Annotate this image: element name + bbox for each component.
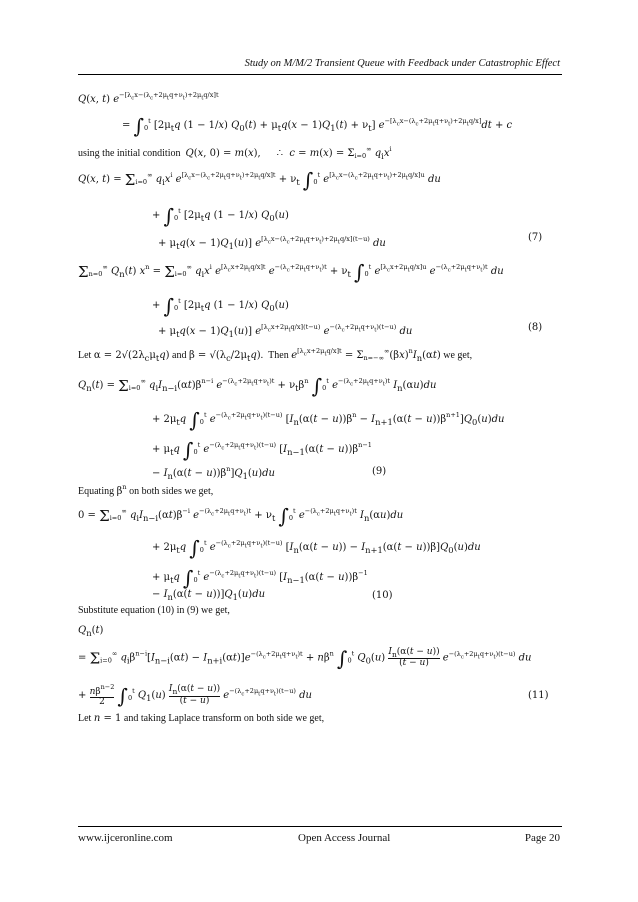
eq-line-14: − $I_n(\alpha(t - u))\beta^n]Q_1(u)du$ — [152, 465, 275, 481]
eq-line-12: + $2\mu_tq$ $\int_0^t$ $e^{-(\lambda_c+2\mu_tq+\nu_t)(t-u)}$ $[I_n(\alpha(t - u))\beta^n - I_{n+1}(\alpha(t - u))\beta^{n+1}]Q_0(u)du$ — [152, 408, 505, 432]
eq-line-9: + $\mu_tq(x - 1)Q_1(u)$] $e^{[\lambda_cx+2\mu_tq/x](t-u)}$ $e^{-(\lambda_c+2\mu_tq+\nu_t)(t-u)}$ du — [158, 323, 413, 339]
eq-line-21: $Q_n(t)$ — [78, 625, 104, 638]
eq-line-8: + $\int_0^t$ [$2\mu_tq$ (1 − 1/x) $Q_0(u)$ — [152, 294, 289, 318]
text-let-n-1: Let n = 1 and taking Laplace transform on both side we get, — [78, 713, 325, 724]
footer-website[interactable]: www.ijceronline.com — [78, 832, 173, 844]
text-equating: Equating $\beta^n$ on both sides we get, — [78, 483, 214, 497]
equation-number-7: (7) — [528, 232, 543, 243]
eq-line-18: + $\mu_tq$ $\int_0^t$ $e^{-(\lambda_c+2\mu_tq+\nu_t)(t-u)}$ [$I_{n-1}(\alpha(t - u))\beta^{-1}$ — [152, 566, 368, 590]
eq-line-2: = $\int_0^t$ [$2\mu_tq$ (1 − 1/x) $Q_0(t) + \mu_tq(x - 1)Q_1(t) + \nu_t$] $e^{-[\lambda_cx-(\lambda_c+2\mu_tq+\nu_t)+2\mu_tq/x]}dt + c$ — [122, 114, 513, 138]
text-initial-condition: using the initial condition Q(x, 0) = m(x), ∴ $c = m(x) = \Sigma_{i=0}^\infty$ $q_ix^i$ — [78, 145, 392, 161]
footer-rule — [78, 826, 562, 827]
header-rule — [78, 74, 562, 75]
eq-line-13: + $\mu_tq$ $\int_0^t$ $e^{-(\lambda_c+2\mu_tq+\nu_t)(t-u)}$ [$I_{n-1}(\alpha(t - u))\beta^{n-1}$ — [152, 438, 372, 462]
eq-line-22: = $\Sigma_{i=0}^\infty$ $q_i\beta^{n-i}[I_{n-i}(\alpha t) - I_{n+i}(\alpha t)]e^{-(\lambda_c+2\mu_tq+\nu_t)t} + n\beta^n$ $\int_0^t$ $Q_0(u)$ $\frac{I_n(\alpha(t - u))}{(t - u)}$ $e^{-(\lambda_c+2\mu_tq+\nu_t)(t-u)}$ du — [78, 646, 532, 671]
eq-line-16: $0 = \Sigma_{i=0}^\infty$ $q_iI_{n-i}(\alpha t)\beta^{-i}$ $e^{-(\lambda_c+2\mu_tq+\nu_t)t} + \nu_t$ $\int_0^t$ $e^{-(\lambda_c+2\mu_tq+\nu_t)t}$ $I_n(\alpha u)du$ — [78, 504, 404, 528]
eq-line-23: + $n\beta^{n-2}$ 2 $\int_0^t$ $Q_1(u)$ $\frac{I_n(\alpha(t - u))}{(t - u)}$ $e^{-(\lambda_c+2\mu_tq+\nu_t)(t-u)}$ du — [78, 683, 312, 708]
eq-line-6: + $\mu_tq(x - 1)Q_1(u)$] $e^{[\lambda_cx-(\lambda_c+2\mu_tq+\nu_t)+2\mu_tq/x](t-u)}$ du — [158, 235, 386, 251]
equation-number-9: (9) — [372, 466, 387, 477]
eq-line-19: − $I_n(\alpha(t - u))]Q_1(u)du$ — [152, 589, 266, 602]
eq-line-4: Q(x, $t) = \Sigma_{i=0}^\infty$ $q_ix^i$ $e^{[\lambda_cx-(\lambda_c+2\mu_tq+\nu_t)+2\mu_tq/x]t} + \nu_t$ $\int_0^t$ $e^{[\lambda_cx-(\lambda_c+2\mu_tq+\nu_t)+2\mu_tq/x]u}$ du — [78, 168, 441, 192]
footer-page-number: Page 20 — [524, 832, 560, 844]
running-title: Study on M/M/2 Transient Queue with Feedback under Catastrophic Effect — [244, 58, 560, 69]
text-substitute: Substitute equation (10) in (9) we get, — [78, 605, 230, 616]
eq-line-11: $Q_n(t) = \Sigma_{i=0}^\infty$ $q_iI_{n-i}(\alpha t)\beta^{n-i}$ $e^{-(\lambda_c+2\mu_tq+\nu_t)t} + \nu_t\beta^n$ $\int_0^t$ $e^{-(\lambda_c+2\mu_tq+\nu_t)t}$ $I_n(\alpha u)du$ — [78, 374, 437, 398]
equation-number-11: (11) — [528, 690, 549, 701]
equation-number-10: (10) — [372, 590, 393, 601]
eq-line-7: $\Sigma_{n=0}^\infty$ $Q_n(t) x^n = \Sigma_{i=0}^\infty$ $q_ix^i$ $e^{[\lambda_cx+2\mu_tq/x]t}$ $e^{-(\lambda_c+2\mu_tq+\nu_t)t} + \nu_t$ $\int_0^t$ $e^{[\lambda_cx+2\mu_tq/x]u}$ $e^{-(\lambda_c+2\mu_tq+\nu_t)t}$ du — [78, 260, 504, 284]
eq-line-17: + $2\mu_tq$ $\int_0^t$ $e^{-(\lambda_c+2\mu_tq+\nu_t)(t-u)}$ $[I_n(\alpha(t - u)) - I_{n+1}(\alpha(t - u))\beta]Q_0(u)du$ — [152, 536, 481, 560]
eq-line-1: Q(x, t) $e^{-[\lambda_cx-(\lambda_c+2\mu_tq+\nu_t)+2\mu_tq/x]t}$ — [78, 91, 219, 105]
footer-journal: Open Access Journal — [298, 832, 391, 844]
eq-line-5: + $\int_0^t$ [$2\mu_tq$ (1 − 1/x) $Q_0(u)$ — [152, 204, 289, 228]
equation-number-8: (8) — [528, 322, 543, 333]
text-let-alpha-beta: Let $\alpha = 2√(2\lambda_c\mu_tq)$ and $\beta = √(\lambda_c/2\mu_tq)$. Then $e^{[\lambda_cx+2\mu_tq/x]t} = \Sigma_{n=-\infty}^\infty(\beta x)^nI_n(\alpha t)$ we get, — [78, 347, 473, 363]
